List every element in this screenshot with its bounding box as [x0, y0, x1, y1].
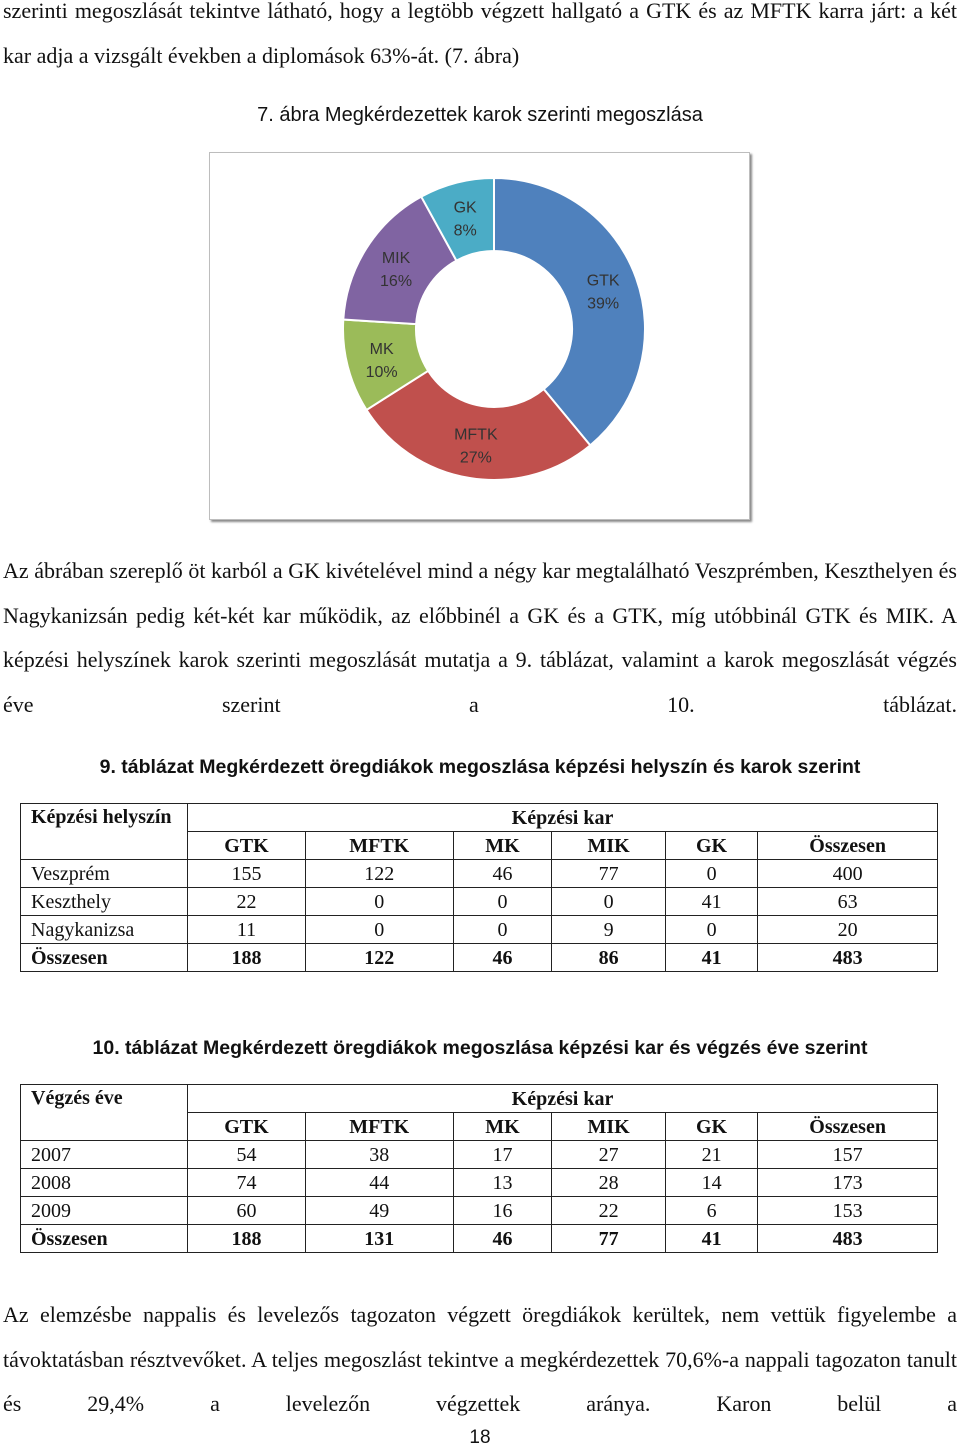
table-cell: 60 — [188, 1197, 306, 1225]
slice-label: MK — [369, 340, 394, 358]
table10-corner-header: Végzés éve — [21, 1085, 188, 1141]
closing-paragraph: Az elemzésbe nappalis és levelezős tagozaton végzett öregdiákok kerültek, nem vettük figyelembe a távoktatásban résztvevőket. A teljes megoszlást tekintve a megkérdezettek 70,6%-a nappali tagozaton tanult és 29,4% a levelezőn végzettek aránya. Karon belül a — [3, 1302, 957, 1416]
table-cell: 27 — [552, 1141, 666, 1169]
intro-paragraph: szerinti megoszlását tekintve látható, hogy a legtöbb végzett hallgató a GTK és az MFTK karra járt: a két kar adja a vizsgált években a diplomások 63%-át. (7. ábra) — [3, 0, 957, 68]
table-cell: 188 — [188, 1225, 306, 1253]
slice-label: MIK — [381, 249, 411, 267]
donut-chart — [209, 152, 750, 520]
table-cell: 0 — [665, 916, 757, 944]
table-cell: 38 — [305, 1141, 453, 1169]
table-cell: 11 — [188, 916, 306, 944]
table10-col-header: MIK — [552, 1113, 666, 1141]
table-cell: 131 — [305, 1225, 453, 1253]
table-cell: 74 — [188, 1169, 306, 1197]
table-cell: 46 — [453, 944, 552, 972]
table-row — [21, 1169, 938, 1197]
table-cell: 41 — [665, 1225, 757, 1253]
table-cell: 0 — [552, 888, 666, 916]
table9-row-label: Összesen — [21, 944, 188, 972]
table-cell: 49 — [305, 1197, 453, 1225]
table-cell: 0 — [453, 888, 552, 916]
table-row-total — [21, 1225, 938, 1253]
table9-col-header: GTK — [188, 832, 306, 860]
table-cell: 9 — [552, 916, 666, 944]
figure-caption: 7. ábra Megkérdezettek karok szerinti megoszlása — [257, 104, 703, 126]
slice-label: MFTK — [454, 426, 498, 444]
table-cell: 86 — [552, 944, 666, 972]
table9-col-header: Összesen — [758, 832, 938, 860]
table10-col-header: MFTK — [305, 1113, 453, 1141]
middle-paragraph-text: Az ábrában szereplő öt karból a GK kivételével mind a négy kar megtalálható Veszprémben, Keszthelyen és Nagykanizsán pedig két-két kar működik, az előbbinél a GK és a GTK, míg utóbbinál GTK és MIK. A képzési helyszínek karok szerinti megoszlását mutatja a 9. táblázat, valamint a karok megoszlását végzés éve szerint a 10. táblázat. — [3, 558, 957, 717]
table-cell: 6 — [665, 1197, 757, 1225]
table-cell: 13 — [453, 1169, 552, 1197]
table-cell: 17 — [453, 1141, 552, 1169]
donut-chart-svg — [210, 153, 749, 519]
table-9 — [20, 803, 938, 972]
table-cell: 77 — [552, 860, 666, 888]
table9-col-header: MIK — [552, 832, 666, 860]
table-row — [21, 860, 938, 888]
table10-row-label: Összesen — [21, 1225, 188, 1253]
table10-col-header: GK — [665, 1113, 757, 1141]
table10-group-header: Képzési kar — [188, 1085, 938, 1113]
table-cell: 0 — [305, 888, 453, 916]
table-cell: 483 — [758, 1225, 938, 1253]
table-cell: 41 — [665, 944, 757, 972]
table-cell: 44 — [305, 1169, 453, 1197]
table-row — [21, 888, 938, 916]
table9-row-label: Veszprém — [21, 860, 188, 888]
table-cell: 22 — [552, 1197, 666, 1225]
table-row — [21, 1141, 938, 1169]
table10-row-label: 2009 — [21, 1197, 188, 1225]
slice-value-label: 16% — [380, 272, 413, 290]
middle-paragraph — [3, 549, 957, 727]
table-cell: 22 — [188, 888, 306, 916]
table-cell: 28 — [552, 1169, 666, 1197]
table-cell: 0 — [305, 916, 453, 944]
table10-col-header: GTK — [188, 1113, 306, 1141]
slice-value-label: 10% — [365, 363, 398, 381]
table-cell: 400 — [758, 860, 938, 888]
table10-caption: 10. táblázat Megkérdezett öregdiákok megoszlása képzési kar és végzés éve szerint — [92, 1037, 868, 1059]
table-cell: 77 — [552, 1225, 666, 1253]
table-cell: 0 — [453, 916, 552, 944]
slice-label: GK — [453, 199, 477, 217]
table-cell: 63 — [758, 888, 938, 916]
table-cell: 122 — [305, 944, 453, 972]
table-cell: 153 — [758, 1197, 938, 1225]
table-10 — [20, 1084, 938, 1253]
table-cell: 16 — [453, 1197, 552, 1225]
table9-row-label: Nagykanizsa — [21, 916, 188, 944]
table-row-total — [21, 944, 938, 972]
table-row — [21, 916, 938, 944]
slice-label: GTK — [586, 272, 620, 290]
table-cell: 54 — [188, 1141, 306, 1169]
table-cell: 122 — [305, 860, 453, 888]
table9-col-header: GK — [665, 832, 757, 860]
table-cell: 20 — [758, 916, 938, 944]
table10-col-header: MK — [453, 1113, 552, 1141]
table9-col-header: MFTK — [305, 832, 453, 860]
table-cell: 483 — [758, 944, 938, 972]
table-cell: 46 — [453, 1225, 552, 1253]
table-cell: 46 — [453, 860, 552, 888]
table-row — [21, 1197, 938, 1225]
table9-group-header: Képzési kar — [188, 804, 938, 832]
table-cell: 188 — [188, 944, 306, 972]
slice-value-label: 39% — [587, 295, 620, 313]
table10-row-label: 2007 — [21, 1141, 188, 1169]
table-cell: 157 — [758, 1141, 938, 1169]
table-cell: 173 — [758, 1169, 938, 1197]
table9-row-label: Keszthely — [21, 888, 188, 916]
table-cell: 21 — [665, 1141, 757, 1169]
table-cell: 155 — [188, 860, 306, 888]
table9-corner-header: Képzési helyszín — [21, 804, 188, 860]
table10-col-header: Összesen — [758, 1113, 938, 1141]
table-cell: 14 — [665, 1169, 757, 1197]
slice-value-label: 8% — [453, 222, 477, 240]
table-cell: 41 — [665, 888, 757, 916]
slice-value-label: 27% — [459, 449, 492, 467]
table-cell: 0 — [665, 860, 757, 888]
table9-col-header: MK — [453, 832, 552, 860]
table9-caption: 9. táblázat Megkérdezett öregdiákok megoszlása képzési helyszín és karok szerint — [99, 756, 861, 778]
table10-row-label: 2008 — [21, 1169, 188, 1197]
page-number: 18 — [469, 1427, 491, 1448]
